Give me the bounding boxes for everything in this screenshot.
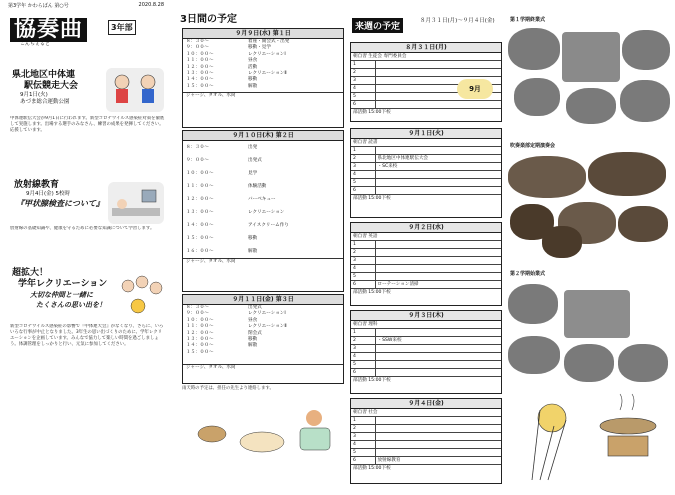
period-num: 5 — [353, 179, 376, 186]
recreation-body: 新型コロナウイルス感染症の影響で『中体連大会』がなくなり、さらに、いろいろな行事が中止となりました。3年生の思い出づくりのために、学年レクリエーションを企画しています。みんなで協力して楽しい時間を過ごしましょう。体調管理をしっかりと行い、元気に参加してください。 — [10, 324, 164, 347]
period-row — [351, 249, 501, 257]
newsletter-title: 協奏曲 — [10, 18, 87, 42]
day-box-1 — [182, 28, 344, 128]
day-1-times — [183, 39, 245, 90]
radiation-heading: 放射線教育 — [14, 180, 60, 190]
period-row — [351, 449, 501, 457]
activity-row: 閉会式 — [248, 330, 262, 336]
opening-photo — [508, 284, 558, 324]
day-2-activities — [245, 141, 343, 258]
fri-event: 放射線教育 — [377, 458, 401, 463]
time-row: ９：００～ — [186, 158, 209, 163]
wed-homeroom: 朝自習 英語 — [351, 233, 501, 241]
day-2-items: ジャージ、タオル、水筒 — [183, 258, 343, 265]
time-row: １１：００～ — [186, 324, 214, 330]
fri-homeroom: 朝自習 社会 — [351, 409, 501, 417]
time-row: ８：３０～ — [186, 305, 209, 310]
period-row — [351, 417, 501, 425]
schedule-title: 3日間の予定 — [180, 14, 237, 25]
ceremony-photo — [508, 28, 560, 70]
time-row: １４：００～ — [186, 223, 214, 228]
day-2-times — [183, 141, 245, 258]
day-2-date: ９月１０日(木) — [232, 132, 274, 139]
time-row: ９：００～ — [186, 311, 209, 317]
day-3-activities — [245, 305, 343, 356]
activity-row: アイスクリーム作り — [248, 223, 289, 228]
activity-row: 解散 — [248, 343, 258, 349]
period-num: 4 — [353, 441, 376, 448]
schedule-footer: 雨天時の予定は、担任の先生より連絡します。 — [182, 386, 274, 391]
tue-event-2: ・SC来校 — [377, 164, 398, 169]
ceremony-photo — [562, 32, 620, 82]
time-row: １１：００～ — [186, 58, 214, 64]
period-num: 6 — [353, 369, 376, 376]
concert-photo — [588, 152, 666, 196]
activity-row: 着座・開会式・出発 — [248, 39, 290, 44]
issue-label: 第3学年 かわらばん 第○号 — [8, 3, 69, 9]
tue-date: ９月１日(火) — [351, 129, 501, 139]
activity-row: 体験活動 — [248, 184, 267, 189]
period-row — [351, 273, 501, 281]
period-num: 3 — [353, 345, 376, 352]
next-week-title: 来週の予定 — [352, 18, 403, 33]
section-recreation — [12, 268, 107, 310]
period-num: 6 — [353, 101, 376, 108]
time-row: １０：００～ — [186, 171, 214, 176]
period-row — [351, 179, 501, 187]
activity-row: 解散 — [248, 83, 258, 89]
period-num: 2 — [353, 69, 376, 76]
day-1-items: ジャージ、タオル、水筒 — [183, 92, 343, 99]
photo-caption-1: 第１学期終業式 — [510, 17, 546, 23]
day-1-header — [183, 29, 343, 39]
activity-row: 移動 — [248, 236, 258, 241]
period-num: 3 — [353, 163, 376, 170]
activity-row: 見学 — [248, 171, 258, 176]
period-row — [351, 147, 501, 155]
period-num: 6 — [353, 281, 376, 288]
tue-event: 県北地区中体連駅伝大会 — [377, 156, 429, 161]
title-ruby: こんちぇると — [20, 41, 51, 47]
period-num: 2 — [353, 425, 376, 432]
period-num: 1 — [353, 329, 376, 336]
period-num: 4 — [353, 353, 376, 360]
period-row — [351, 257, 501, 265]
time-row: １０：００～ — [186, 317, 214, 323]
activity-row: 移動 — [248, 337, 258, 343]
time-row: １１：００～ — [186, 184, 214, 189]
period-row — [351, 69, 501, 77]
period-row — [351, 265, 501, 273]
concert-photo — [618, 206, 668, 242]
period-row — [351, 337, 501, 345]
activity-row: 昼食 — [248, 58, 258, 64]
activity-row: 解散 — [248, 249, 258, 254]
day-table-thu — [350, 310, 502, 394]
time-row: １０：００～ — [186, 51, 214, 57]
concert-photo — [508, 156, 586, 198]
time-row: ８：３０～ — [186, 145, 209, 150]
period-num: 5 — [353, 273, 376, 280]
period-num: 4 — [353, 265, 376, 272]
activity-row: 出発式 — [248, 305, 262, 310]
period-num: 5 — [353, 93, 376, 100]
radiation-date: 9月4日(金) 5校時 — [26, 191, 71, 197]
opening-photo — [618, 344, 668, 382]
time-row: １３：００～ — [186, 71, 214, 77]
time-row: １４：００～ — [186, 343, 214, 349]
kids-illustration — [116, 272, 166, 318]
day-2-header — [183, 131, 343, 141]
time-row: １４：００～ — [186, 77, 214, 83]
time-row: １３：００～ — [186, 210, 214, 215]
column-next-week — [346, 0, 504, 495]
day-1-tag: 第１日 — [272, 30, 291, 37]
day-1-activities — [245, 39, 343, 90]
ceremony-photo — [566, 88, 616, 124]
mon-homeroom: 朝自習 生徒会 専門委員会 — [351, 53, 501, 61]
ekiden-body: 中体連駅伝大会が9月1日に行われます。新型コロナウイルス感染症対策を徹底して実施します。出場する選手のみなさん、練習の成果を発揮してください。応援しています。 — [10, 116, 165, 133]
radiation-body: 放射線の基礎知識や、健康を守るために必要な知識について学習します。 — [10, 226, 155, 231]
period-num: 5 — [353, 361, 376, 368]
ekiden-place: あづま総合運動公園 — [20, 99, 70, 105]
activity-row: レクリエーションⅠ — [248, 51, 286, 57]
time-row: ９：００～ — [186, 45, 209, 51]
recreation-heading-2: 学年レクリエーション — [18, 279, 108, 289]
period-num: 2 — [353, 337, 376, 344]
time-row: １３：００～ — [186, 337, 214, 343]
period-num: 5 — [353, 449, 376, 456]
period-num: 3 — [353, 257, 376, 264]
period-num: 4 — [353, 85, 376, 92]
period-row — [351, 433, 501, 441]
period-num: 1 — [353, 241, 376, 248]
time-row: １５：００～ — [186, 236, 214, 241]
next-week-range: ８月３１日(月)～９月４日(金) — [420, 18, 495, 24]
photo-caption-2: 吹奏楽部定期演奏会 — [510, 143, 556, 149]
period-num: 6 — [353, 187, 376, 194]
time-row: １５：００～ — [186, 349, 214, 355]
thu-homeroom: 朝自習 理科 — [351, 321, 501, 329]
radiation-subtitle: 『甲状腺検査について』 — [16, 199, 104, 208]
column-photos — [506, 0, 672, 495]
tue-homeroom: 朝自習 読書 — [351, 139, 501, 147]
wed-footer: 部活動 15:00下校 — [353, 290, 391, 295]
period-num: 3 — [353, 77, 376, 84]
grade-sign: 3年部 — [108, 20, 136, 35]
period-row — [351, 369, 501, 377]
day-3-items: ジャージ、タオル、水筒 — [183, 364, 343, 371]
mon-date: ８月３１日(月) — [351, 43, 501, 53]
ekiden-date: 9月1日(火) — [20, 92, 48, 98]
period-num: 2 — [353, 249, 376, 256]
time-row: １５：００～ — [186, 83, 214, 89]
opening-photo — [508, 336, 560, 374]
activity-row: レクリエーションⅡ — [248, 324, 287, 330]
issue-date: 2020.8.28 — [138, 2, 164, 8]
day-box-3 — [182, 294, 344, 384]
tue-footer: 部活動 15:00下校 — [353, 196, 391, 201]
ceremony-photo — [620, 80, 670, 122]
period-row — [351, 155, 501, 163]
period-row — [351, 241, 501, 249]
day-table-wed — [350, 222, 502, 306]
day-table-fri — [350, 398, 502, 484]
ceremony-photo — [622, 30, 670, 70]
day-3-tag: 第３日 — [275, 296, 294, 303]
period-row — [351, 441, 501, 449]
activity-row: 移動・見学 — [248, 45, 271, 51]
column-left — [4, 0, 170, 495]
day-3-times — [183, 305, 245, 356]
period-row — [351, 171, 501, 179]
day-box-2 — [182, 130, 344, 292]
period-row — [351, 61, 501, 69]
time-row: １６：００～ — [186, 249, 214, 254]
activity-row: 出発式 — [248, 158, 262, 163]
day-3-date: ９月１１日(金) — [232, 296, 274, 303]
period-row — [351, 281, 501, 289]
activity-row: 移動 — [248, 77, 258, 83]
day-table-mon — [350, 42, 502, 122]
thu-footer: 部活動 15:00下校 — [353, 378, 391, 383]
day-table-tue — [350, 128, 502, 218]
time-row: ８：３０～ — [186, 39, 209, 44]
activity-row: 出発 — [248, 145, 258, 150]
thu-event: ・SSW来校 — [377, 338, 402, 343]
day-1-date: ９月９日(水) — [235, 30, 271, 37]
fri-footer: 部活動 15:00下校 — [353, 466, 391, 471]
opening-photo — [564, 290, 630, 338]
recreation-heading: 超拡大！ — [12, 268, 49, 278]
period-row — [351, 101, 501, 109]
opening-photo — [564, 344, 614, 382]
mon-footer: 部活動 15:00下校 — [353, 110, 391, 115]
wed-date: ９月２日(水) — [351, 223, 501, 233]
period-row — [351, 425, 501, 433]
day-2-tag: 第２日 — [275, 132, 294, 139]
examination-illustration — [108, 182, 164, 224]
time-row: １２：００～ — [186, 64, 214, 70]
recreation-slogan-1: 大切な仲間と一緒に — [30, 291, 93, 299]
moon-viewing-illustration — [510, 390, 670, 490]
day-3-header — [183, 295, 343, 305]
ceremony-photo — [514, 78, 560, 116]
period-row — [351, 345, 501, 353]
concert-photo — [542, 226, 582, 258]
period-num: 4 — [353, 171, 376, 178]
period-num: 1 — [353, 147, 376, 154]
period-num: 1 — [353, 61, 376, 68]
fri-date: ９月４日(金) — [351, 399, 501, 409]
thu-date: ９月３日(木) — [351, 311, 501, 321]
activity-row: 活動 — [248, 64, 258, 70]
period-num: 3 — [353, 433, 376, 440]
period-row — [351, 329, 501, 337]
masthead — [4, 0, 170, 48]
ekiden-heading-2: 駅伝競走大会 — [24, 81, 79, 91]
ekiden-heading: 県北地区中体連 — [12, 70, 76, 80]
activity-row: レクリエーションⅠ — [248, 311, 286, 317]
period-num: 6 — [353, 457, 376, 464]
period-num: 2 — [353, 155, 376, 162]
column-schedule — [176, 0, 344, 495]
section-ekiden — [12, 70, 78, 106]
food-illustration — [180, 404, 340, 468]
activity-row: バーベキュー — [248, 197, 276, 202]
activity-row: レクリエーションⅡ — [248, 71, 287, 77]
period-num: 1 — [353, 417, 376, 424]
runners-illustration — [106, 68, 164, 112]
period-row — [351, 361, 501, 369]
recreation-slogan-2: たくさんの思い出を！ — [36, 301, 106, 309]
activity-row: 昼食 — [248, 317, 258, 323]
photo-caption-3: 第２学期始業式 — [510, 271, 546, 277]
time-row: １２：００～ — [186, 197, 214, 202]
period-row — [351, 163, 501, 171]
time-row: １２：００～ — [186, 330, 214, 336]
month-badge: 9月 — [457, 79, 493, 99]
period-row — [351, 457, 501, 465]
wed-event: ローテーション清掃 — [377, 282, 419, 287]
activity-row: レクリエーション — [248, 210, 285, 215]
period-row — [351, 353, 501, 361]
period-row — [351, 187, 501, 195]
section-radiation — [14, 180, 104, 209]
